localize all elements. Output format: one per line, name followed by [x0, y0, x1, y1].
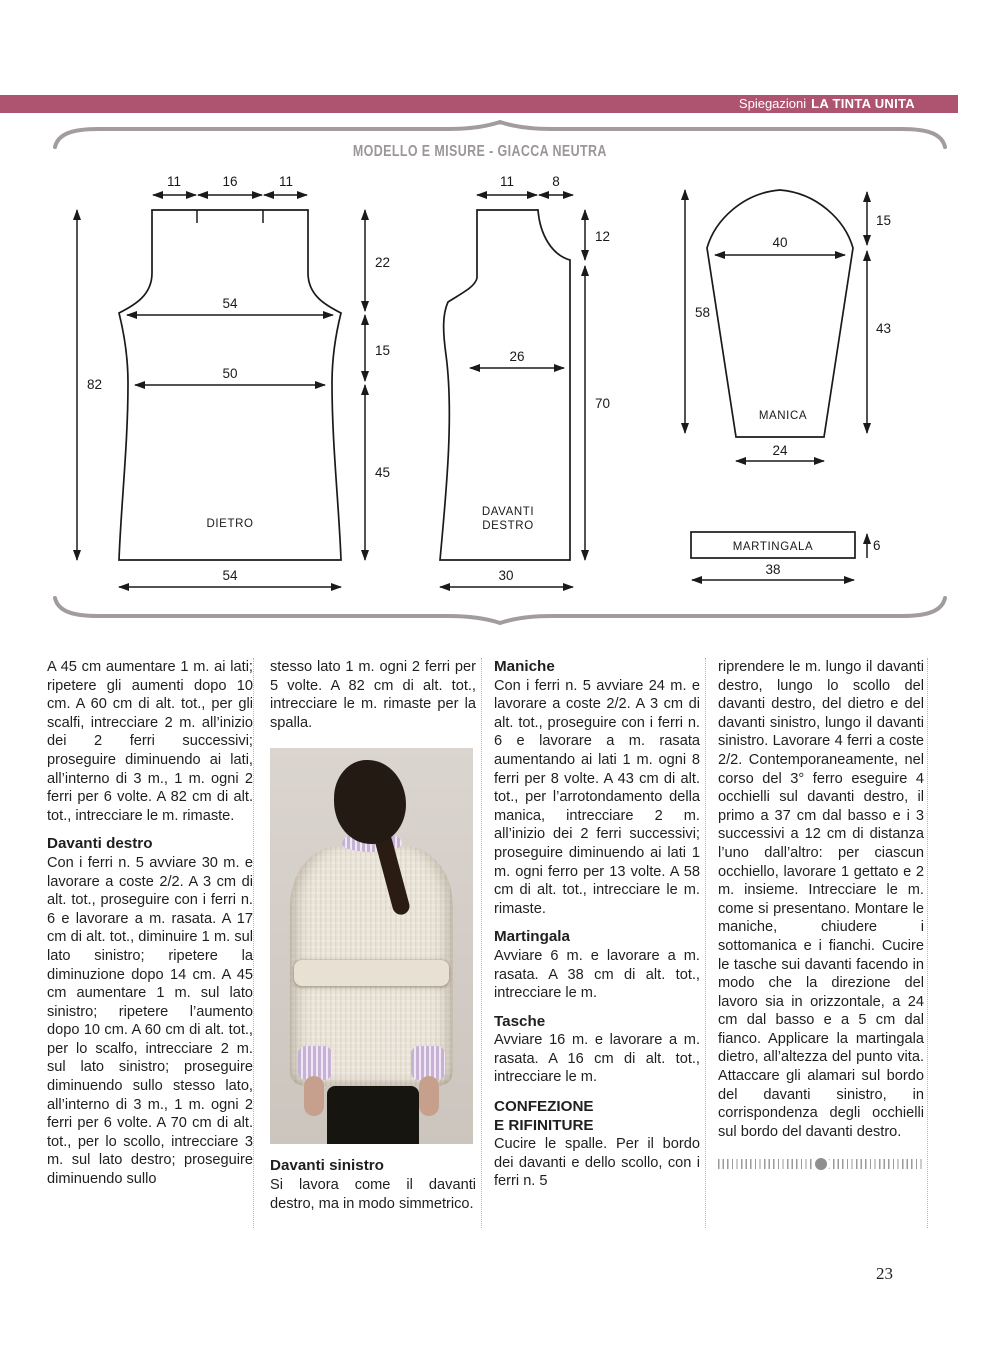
dietro-armhole-height: 22	[375, 255, 391, 270]
photo-hair	[334, 760, 406, 844]
davanti-mid-width: 26	[509, 349, 525, 364]
col3-paragraph-4: Cucire le spalle. Per il bordo dei davanti e dello scollo, con i ferri n. 5	[494, 1136, 700, 1190]
martingala-height: 6	[873, 538, 881, 553]
davanti-neck-width: 8	[552, 174, 560, 189]
col4-paragraph-1: riprendere le m. lungo il davanti destro, lungo lo scollo del davanti destro, del dietro e del davanti sinistro, lungo il davanti sinistro. Lavorare 4 ferri a coste 2/2. Contemporaneamente, nel corso del 3° ferro eseguire 4 occhielli sul davanti destro, il primo a 37 cm dal basso e i 3 successivi a 12 cm di distanza l’uno dall’altro: per ciascun occhiello, lavorare 1 gettato e 2 m. insieme. Intrecciare le m. come si presentano. Montare le maniche, chiudere i sottomanica e i fianchi. Cucire le tasche sui davanti facendo in modo che la direzione del lavoro sia in orizzontale, a 24 cm dal basso e a 5 cm dal fianco. Applicare la martingala dietro, all’altezza del punto vita. Attaccare gli alamari sul bordo del davanti sinistro, in corrispondenza degli occhielli sul bordo del davanti destro.	[718, 659, 924, 1140]
col3-heading-maniche: Maniche	[494, 658, 555, 675]
col2-paragraph-1: stesso lato 1 m. ogni 2 ferri per 5 volte. A 82 cm di alt. tot., intrecciare le m. rimaste per la spalla.	[270, 659, 476, 731]
dot-icon	[812, 1155, 830, 1173]
section-end-ornament	[718, 1155, 924, 1173]
manica-top-width: 40	[772, 235, 788, 250]
manica-total-height: 58	[695, 305, 711, 320]
text-column-1	[47, 658, 253, 1189]
text-column-3	[494, 658, 700, 1191]
col3-heading-tasche: Tasche	[494, 1012, 546, 1030]
manica-under-height: 43	[876, 321, 892, 336]
martingala-piece-label: MARTINGALA	[732, 541, 814, 553]
col3-paragraph-1: Con i ferri n. 5 avviare 24 m. e lavorare a coste 2/2. A 3 cm di alt. tot., proseguire con i ferri n. 6 e lavorare a m. rasata aumentando ai lati 1 m. ogni 8 ferri per 8 volte. A 43 cm di alt. tot., per l’arrotondamento della manica, intrecciare 2 m. all’inizio dei 2 ferri successivi; proseguire diminuendo ai lati 1 m. ogni ferro per 13 volte. A 58 cm di alt. tot., intrecciare le m. rimaste.	[494, 677, 700, 917]
dietro-total-height: 82	[87, 377, 103, 392]
dietro-diagram	[55, 165, 400, 607]
col3-paragraph-2: Avviare 6 m. e lavorare a m. rasata. A 38 cm di alt. tot., intrecciare le m.	[494, 947, 700, 1002]
col1-paragraph-2: Con i ferri n. 5 avviare 30 m. e lavorare a coste 2/2. A 3 cm di alt. tot., proseguire con i ferri n. 6 e lavorare a m. rasata. A 17 cm di alt. tot., diminuire 1 m. sul lato sinistro; ripetere la diminuzione dopo 14 cm. A 45 cm aumentare 1 m. sul lato sinistro; ripetere l’aumento dopo 10 cm. A 60 cm di alt. tot., per lo scalfo, intrecciare 2 m. sul lato sinistro; proseguire diminuendo sullo stesso lato, all’interno di 3 m., 1 m. ogni 2 ferri per 6 volte. A 70 cm di alt. tot., per lo scollo, intrecciare 3 m. sul lato destro; proseguire diminuendo sullo	[47, 854, 253, 1188]
martingala-width: 38	[765, 562, 781, 577]
dietro-top-mid-width: 16	[222, 174, 238, 189]
davanti-neck-height: 12	[595, 229, 611, 244]
dietro-top-right-width: 11	[278, 174, 294, 189]
dietro-bottom-width: 54	[222, 568, 238, 583]
manica-bottom-width: 24	[772, 443, 788, 458]
model-back-photo	[270, 748, 473, 1144]
header-kicker: Spiegazioni	[738, 96, 807, 111]
column-separator	[705, 658, 706, 1228]
col3-paragraph-3: Avviare 16 m. e lavorare a m. rasata. A 16 cm di alt. tot., intrecciare le m.	[494, 1032, 700, 1086]
dietro-waist-width: 50	[222, 366, 238, 381]
bottom-brace-ornament	[50, 597, 950, 623]
manica-outline	[707, 190, 853, 437]
davanti-piece-label-line2: DESTRO	[482, 520, 534, 532]
header-brand: LA TINTA UNITA	[811, 96, 915, 111]
photo-trousers	[327, 1086, 419, 1144]
col1-heading-davanti-destro: Davanti destro	[47, 835, 153, 853]
dietro-lower-height: 45	[375, 465, 391, 480]
photo-hand-right	[419, 1076, 439, 1116]
panel-title-text: MODELLO E MISURE - GIACCA NEUTRA	[353, 143, 607, 160]
header-strip	[0, 95, 958, 113]
col2-heading-davanti-sinistro: Davanti sinistro	[270, 1157, 384, 1175]
col3-heading-martingala: Martingala	[494, 928, 570, 946]
photo-hand-left	[304, 1076, 324, 1116]
col1-paragraph-1: A 45 cm aumentare 1 m. ai lati; ripetere gli aumenti dopo 10 cm. A 60 cm di alt. tot., per gli scalfi, intrecciare 2 m. all’inizio dei 2 ferri successivi; proseguire diminuendo ai lati, all’interno di 3 m., 1 m. ogni 2 ferri per 6 volte. A 82 cm di alt. tot., intrecciare le m. rimaste.	[47, 659, 253, 824]
photo-belt	[294, 960, 449, 986]
dietro-top-left-width: 11	[166, 174, 182, 189]
col3-heading-confezione-line2: E RIFINITURE	[494, 1117, 594, 1135]
col3-heading-confezione-line1: CONFEZIONE	[494, 1098, 594, 1116]
text-column-2	[270, 658, 476, 1213]
davanti-bottom-width: 30	[498, 568, 514, 583]
photo-shirt-cuff-right	[411, 1046, 445, 1080]
column-separator	[253, 658, 254, 1228]
panel-title	[55, 143, 905, 161]
dietro-piece-label: DIETRO	[206, 518, 254, 530]
manica-diagram	[665, 165, 895, 485]
dietro-side-height: 15	[375, 343, 391, 358]
manica-cap-height: 15	[876, 213, 892, 228]
davanti-piece-label-line1: DAVANTI	[481, 506, 535, 518]
davanti-front-height: 70	[595, 396, 611, 411]
manica-piece-label: MANICA	[758, 410, 808, 422]
col2-paragraph-2: Si lavora come il davanti destro, ma in modo simmetrico.	[270, 1176, 476, 1212]
davanti-shoulder-width: 11	[499, 174, 515, 189]
martingala-diagram	[665, 520, 895, 595]
text-column-4	[718, 658, 924, 1173]
column-separator	[481, 658, 482, 1228]
photo-shirt-cuff-left	[298, 1046, 332, 1080]
column-separator	[927, 658, 928, 1228]
dietro-chest-width: 54	[222, 296, 238, 311]
davanti-destro-diagram	[430, 165, 630, 607]
page-number: 23	[876, 1264, 893, 1283]
